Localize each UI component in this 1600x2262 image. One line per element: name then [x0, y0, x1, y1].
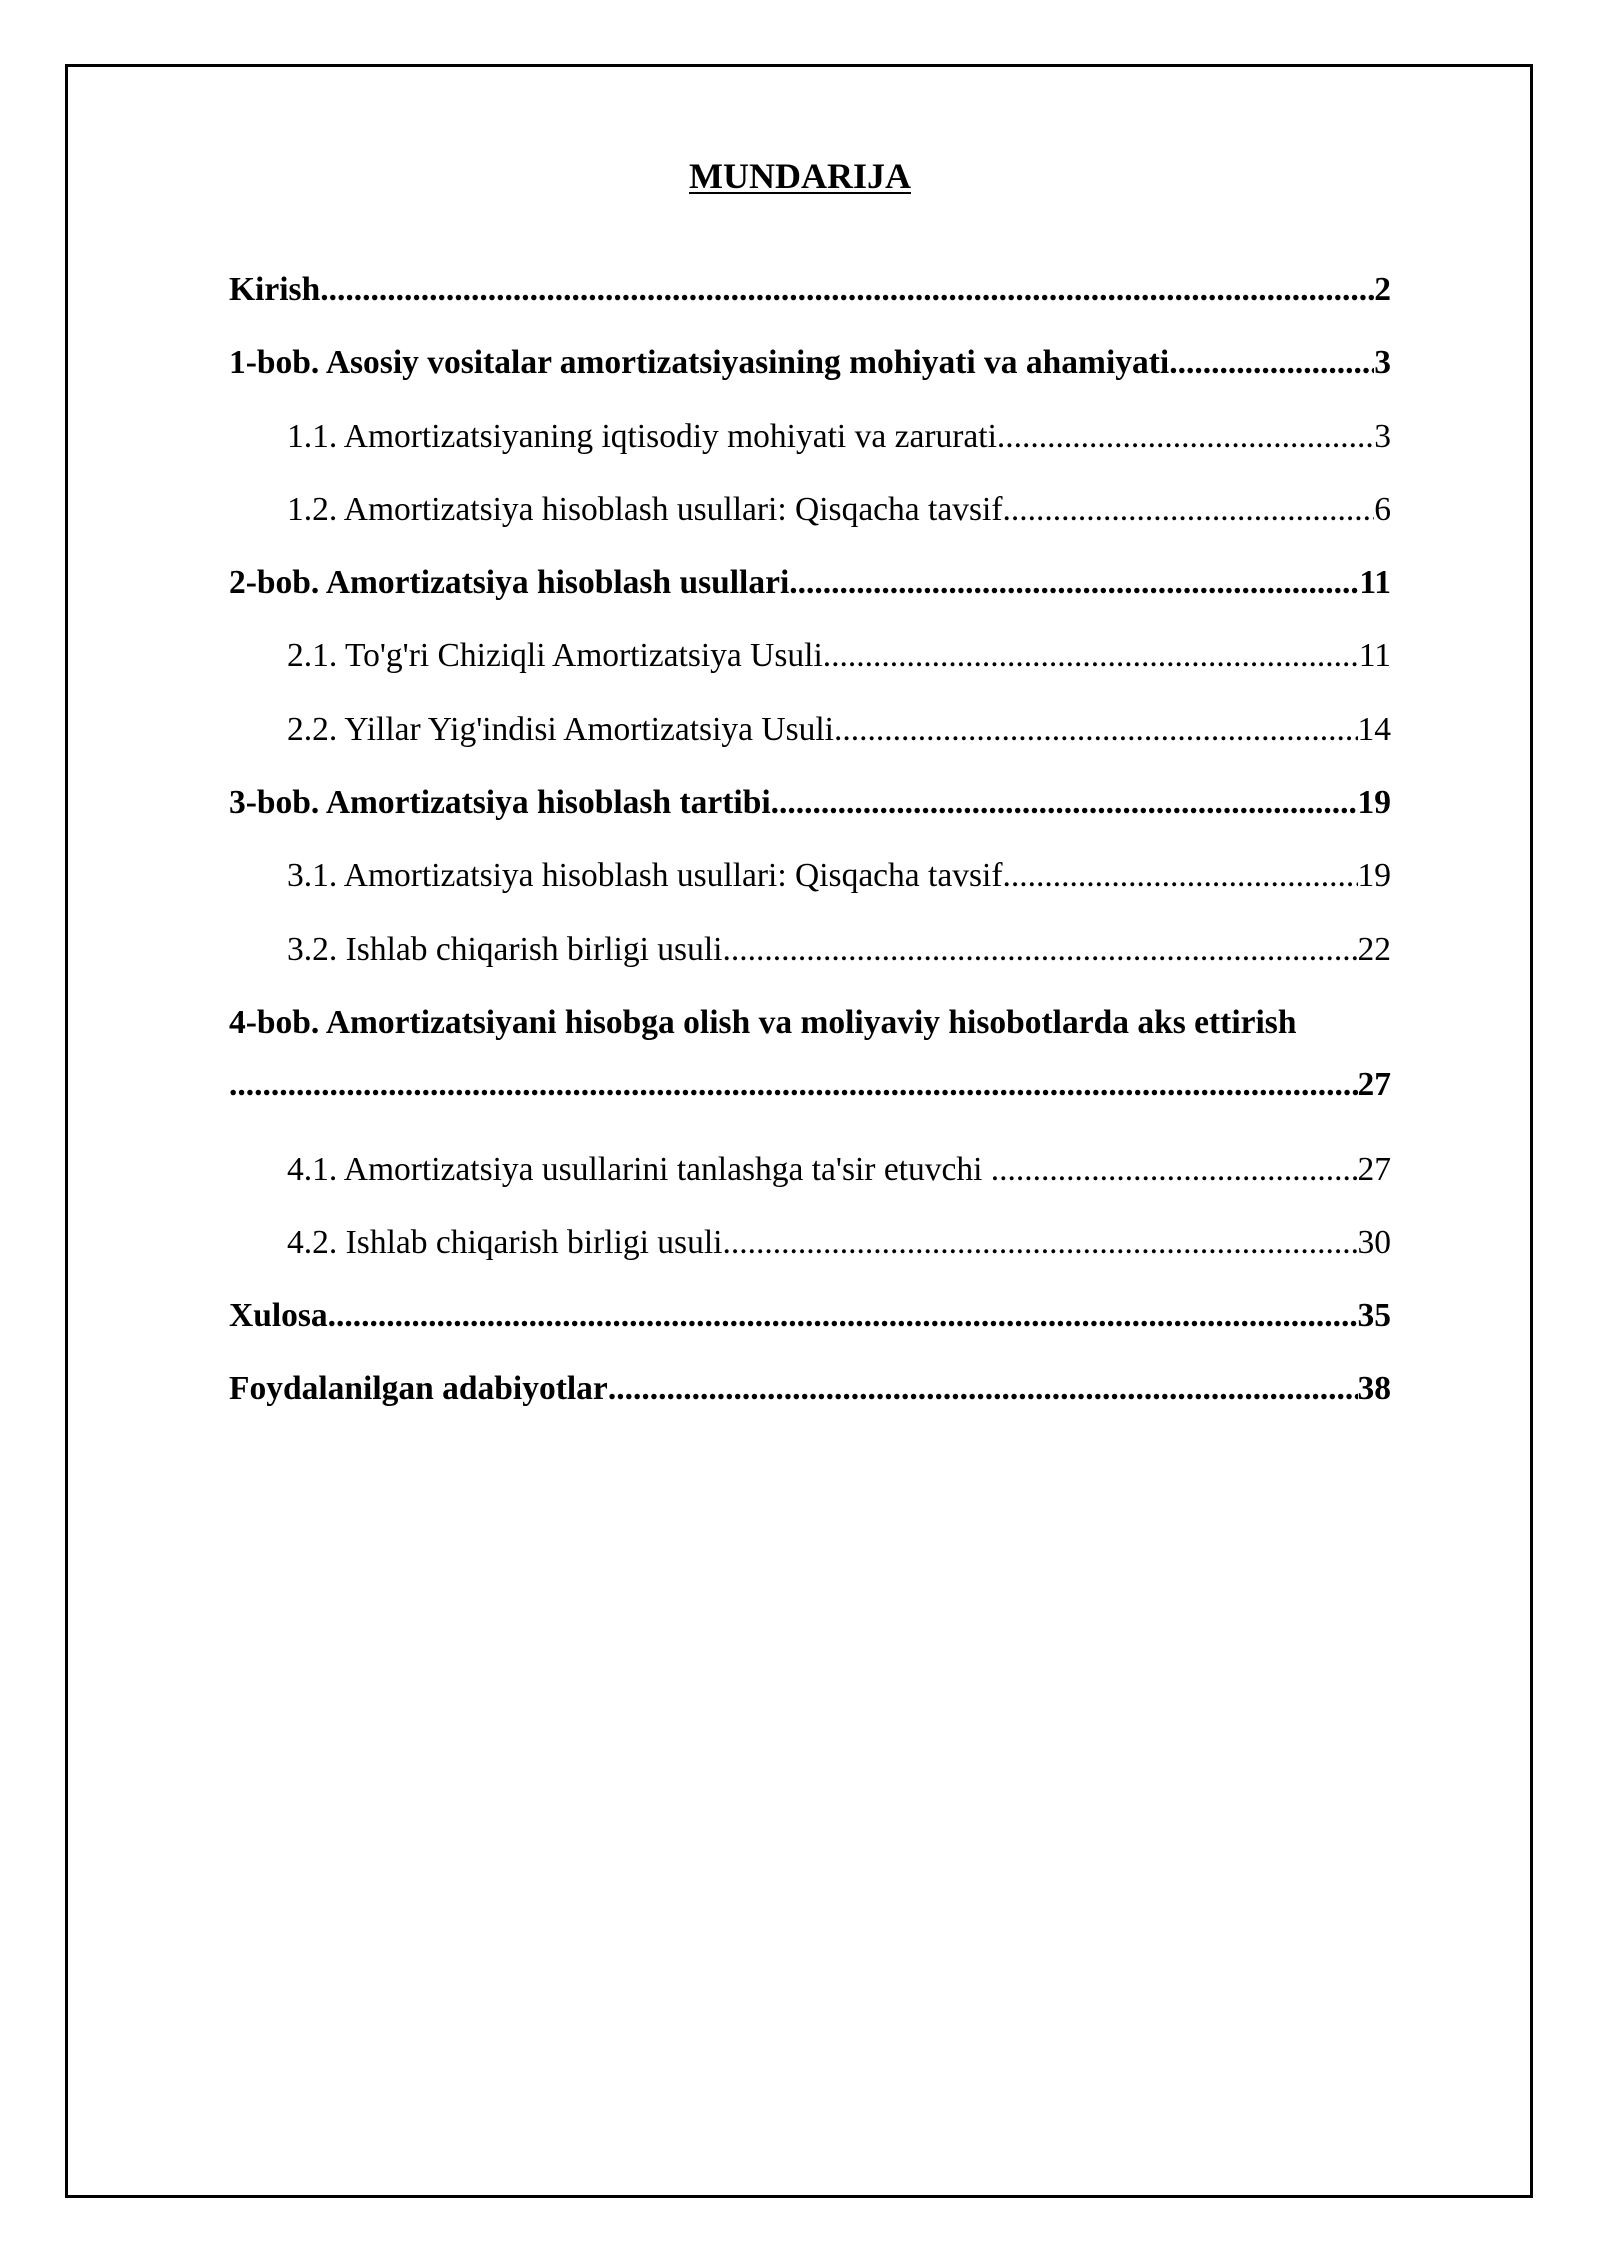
- toc-page-number: 2: [1374, 271, 1391, 308]
- toc-dot-leader: [771, 777, 1358, 829]
- toc-dot-leader: [722, 1217, 1357, 1269]
- toc-leader-line: [229, 1059, 1391, 1111]
- toc-entry-label: 1-bob. Asosiy vositalar amortizatsiyasining mohiyati va ahamiyati: [229, 344, 1170, 382]
- toc-entry-label: 4-bob. Amortizatsiyani hisobga olish va moliyaviy hisobotlarda aks ettirish: [229, 1003, 1297, 1041]
- toc-entry-xulosa[interactable]: [229, 1290, 1391, 1363]
- toc-entry-chapter-2[interactable]: [229, 557, 1391, 630]
- toc-entry-label: 4.2. Ishlab chiqarish birligi usuli: [287, 1223, 723, 1261]
- toc-entry-references[interactable]: [229, 1363, 1391, 1436]
- toc-entry-section-4-2[interactable]: [229, 1217, 1391, 1290]
- toc-dot-leader: [789, 557, 1359, 609]
- toc-entry-section-2-2[interactable]: [229, 704, 1391, 777]
- toc-dot-leader: [1002, 484, 1374, 536]
- toc-entry-label: Foydalanilgan adabiyotlar: [229, 1370, 608, 1408]
- toc-dot-leader: [834, 704, 1358, 756]
- toc-dot-leader: [823, 630, 1359, 682]
- toc-entry-label: 2.2. Yillar Yig'indisi Amortizatsiya Usuli: [287, 710, 834, 748]
- toc-entry-label: 2.1. To'g'ri Chiziqli Amortizatsiya Usuli: [287, 637, 823, 675]
- toc-dot-leader: [722, 924, 1357, 976]
- toc-page-number: 30: [1357, 1223, 1391, 1261]
- toc-entry-section-1-2[interactable]: [229, 484, 1391, 557]
- toc-entry-label: 4.1. Amortizatsiya usullarini tanlashga ta'sir etuvchi: [287, 1150, 991, 1188]
- toc-entry-label: 1.2. Amortizatsiya hisoblash usullari: Qisqacha tavsif: [287, 490, 1003, 528]
- toc-entry-label: 3.2. Ishlab chiqarish birligi usuli: [287, 930, 723, 968]
- toc-entry-section-1-1[interactable]: [229, 411, 1391, 484]
- table-of-contents: [229, 264, 1391, 1437]
- toc-entry-label: 3-bob. Amortizatsiya hisoblash tartibi: [229, 784, 771, 822]
- toc-page-number: 11: [1359, 564, 1391, 602]
- toc-page-number: 3: [1374, 344, 1391, 382]
- toc-page-number: 3: [1374, 417, 1391, 455]
- toc-entry-section-3-1[interactable]: [229, 850, 1391, 923]
- toc-entry-chapter-1[interactable]: [229, 337, 1391, 410]
- toc-dot-leader: [997, 411, 1374, 463]
- toc-page-number: 27: [1357, 1065, 1391, 1103]
- toc-entry-chapter-4[interactable]: [229, 997, 1391, 1144]
- toc-page-number: 22: [1357, 930, 1391, 968]
- toc-page-number: 38: [1357, 1370, 1391, 1408]
- toc-page-number: 27: [1357, 1150, 1391, 1188]
- toc-dot-leader: [991, 1144, 1358, 1196]
- toc-page-number: 14: [1357, 710, 1391, 748]
- toc-page-number: 6: [1374, 490, 1391, 528]
- toc-dot-leader: [229, 1059, 1358, 1111]
- toc-dot-leader: [1169, 337, 1374, 389]
- toc-page-number: 35: [1357, 1297, 1391, 1335]
- toc-page-number: 19: [1357, 784, 1391, 822]
- toc-entry-label: Kirish: [229, 271, 321, 308]
- toc-dot-leader: [1002, 850, 1357, 902]
- toc-entry-section-3-2[interactable]: [229, 924, 1391, 997]
- toc-entry-label: 2-bob. Amortizatsiya hisoblash usullari: [229, 564, 790, 602]
- toc-dot-leader: [328, 1290, 1358, 1342]
- toc-entry-kirish[interactable]: [229, 264, 1391, 337]
- toc-title: MUNDARIJA: [689, 156, 911, 196]
- toc-page-number: 11: [1358, 637, 1391, 675]
- toc-entry-label: 1.1. Amortizatsiyaning iqtisodiy mohiyati va zarurati: [287, 417, 997, 455]
- toc-dot-leader: [608, 1363, 1358, 1415]
- toc-entry-label: Xulosa: [229, 1297, 328, 1335]
- toc-entry-section-2-1[interactable]: [229, 630, 1391, 703]
- toc-page-number: 19: [1357, 857, 1391, 895]
- toc-entry-chapter-3[interactable]: [229, 777, 1391, 850]
- toc-entry-label: 3.1. Amortizatsiya hisoblash usullari: Qisqacha tavsif: [287, 857, 1003, 895]
- toc-entry-section-4-1[interactable]: [229, 1144, 1391, 1217]
- toc-dot-leader: [320, 264, 1374, 316]
